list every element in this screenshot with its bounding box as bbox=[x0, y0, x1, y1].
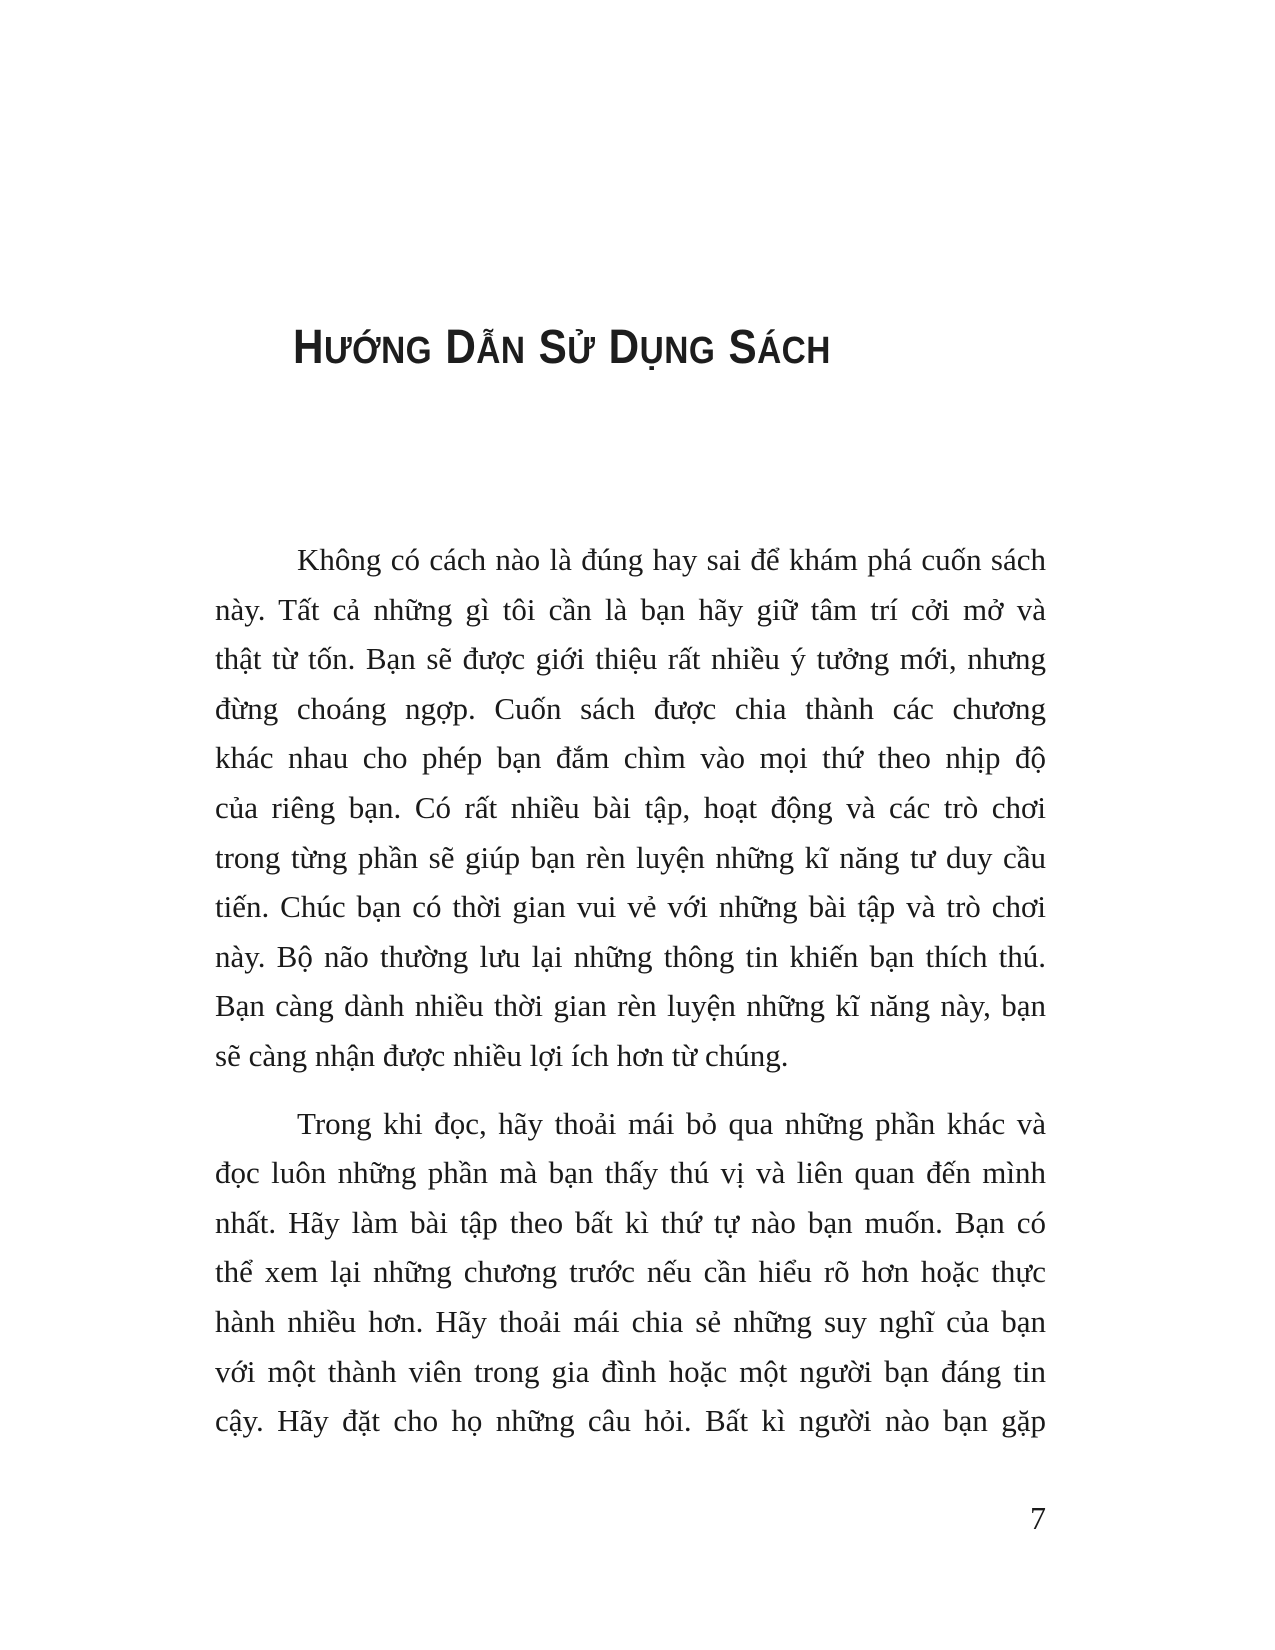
text-line: hành nhiều hơn. Hãy thoải mái chia sẻ những suy nghĩ của bạn bbox=[215, 1303, 1046, 1339]
body-text bbox=[215, 535, 1046, 1446]
text-line: đọc luôn những phần mà bạn thấy thú vị và liên quan đến mình bbox=[215, 1155, 1046, 1191]
text-line: với một thành viên trong gia đình hoặc một người bạn đáng tin bbox=[215, 1353, 1046, 1389]
text-line: của riêng bạn. Có rất nhiều bài tập, hoạt động và các trò chơi bbox=[215, 789, 1046, 825]
text-line: cậy. Hãy đặt cho họ những câu hỏi. Bất kì người nào bạn gặp bbox=[215, 1403, 1046, 1439]
paragraph bbox=[215, 535, 1046, 1081]
text-line: này. Bộ não thường lưu lại những thông tin khiến bạn thích thú. bbox=[215, 938, 1046, 974]
text-line: nhất. Hãy làm bài tập theo bất kì thứ tự nào bạn muốn. Bạn có bbox=[215, 1204, 1046, 1240]
title-word: DẪN bbox=[445, 321, 526, 374]
text-line: này. Tất cả những gì tôi cần là bạn hãy giữ tâm trí cởi mở và bbox=[215, 591, 1046, 627]
chapter-title bbox=[293, 322, 831, 378]
text-line: tiến. Chúc bạn có thời gian vui vẻ với những bài tập và trò chơi bbox=[215, 889, 1046, 925]
text-line: trong từng phần sẽ giúp bạn rèn luyện những kĩ năng tư duy cầu bbox=[215, 839, 1046, 875]
text-line: khác nhau cho phép bạn đắm chìm vào mọi thứ theo nhịp độ bbox=[215, 740, 1046, 776]
title-word: SÁCH bbox=[728, 321, 831, 374]
text-line: thể xem lại những chương trước nếu cần hiểu rõ hơn hoặc thực bbox=[215, 1254, 1046, 1290]
text-line: Bạn càng dành nhiều thời gian rèn luyện những kĩ năng này, bạn bbox=[215, 988, 1046, 1024]
text-line: Trong khi đọc, hãy thoải mái bỏ qua những phần khác và bbox=[297, 1105, 1046, 1141]
text-line: đừng choáng ngợp. Cuốn sách được chia thành các chương bbox=[215, 690, 1046, 726]
title-word: HƯỚNG bbox=[293, 321, 433, 374]
title-word: SỬ bbox=[538, 321, 596, 374]
text-line: Không có cách nào là đúng hay sai để khám phá cuốn sách bbox=[297, 542, 1046, 577]
text-line: sẽ càng nhận được nhiều lợi ích hơn từ chúng. bbox=[215, 1037, 789, 1073]
title-word: DỤNG bbox=[608, 321, 716, 374]
paragraph bbox=[215, 1099, 1046, 1446]
text-line: thật từ tốn. Bạn sẽ được giới thiệu rất nhiều ý tưởng mới, nhưng bbox=[215, 641, 1046, 677]
page-number: 7 bbox=[1030, 1500, 1046, 1536]
chapter-title-text bbox=[293, 321, 831, 374]
